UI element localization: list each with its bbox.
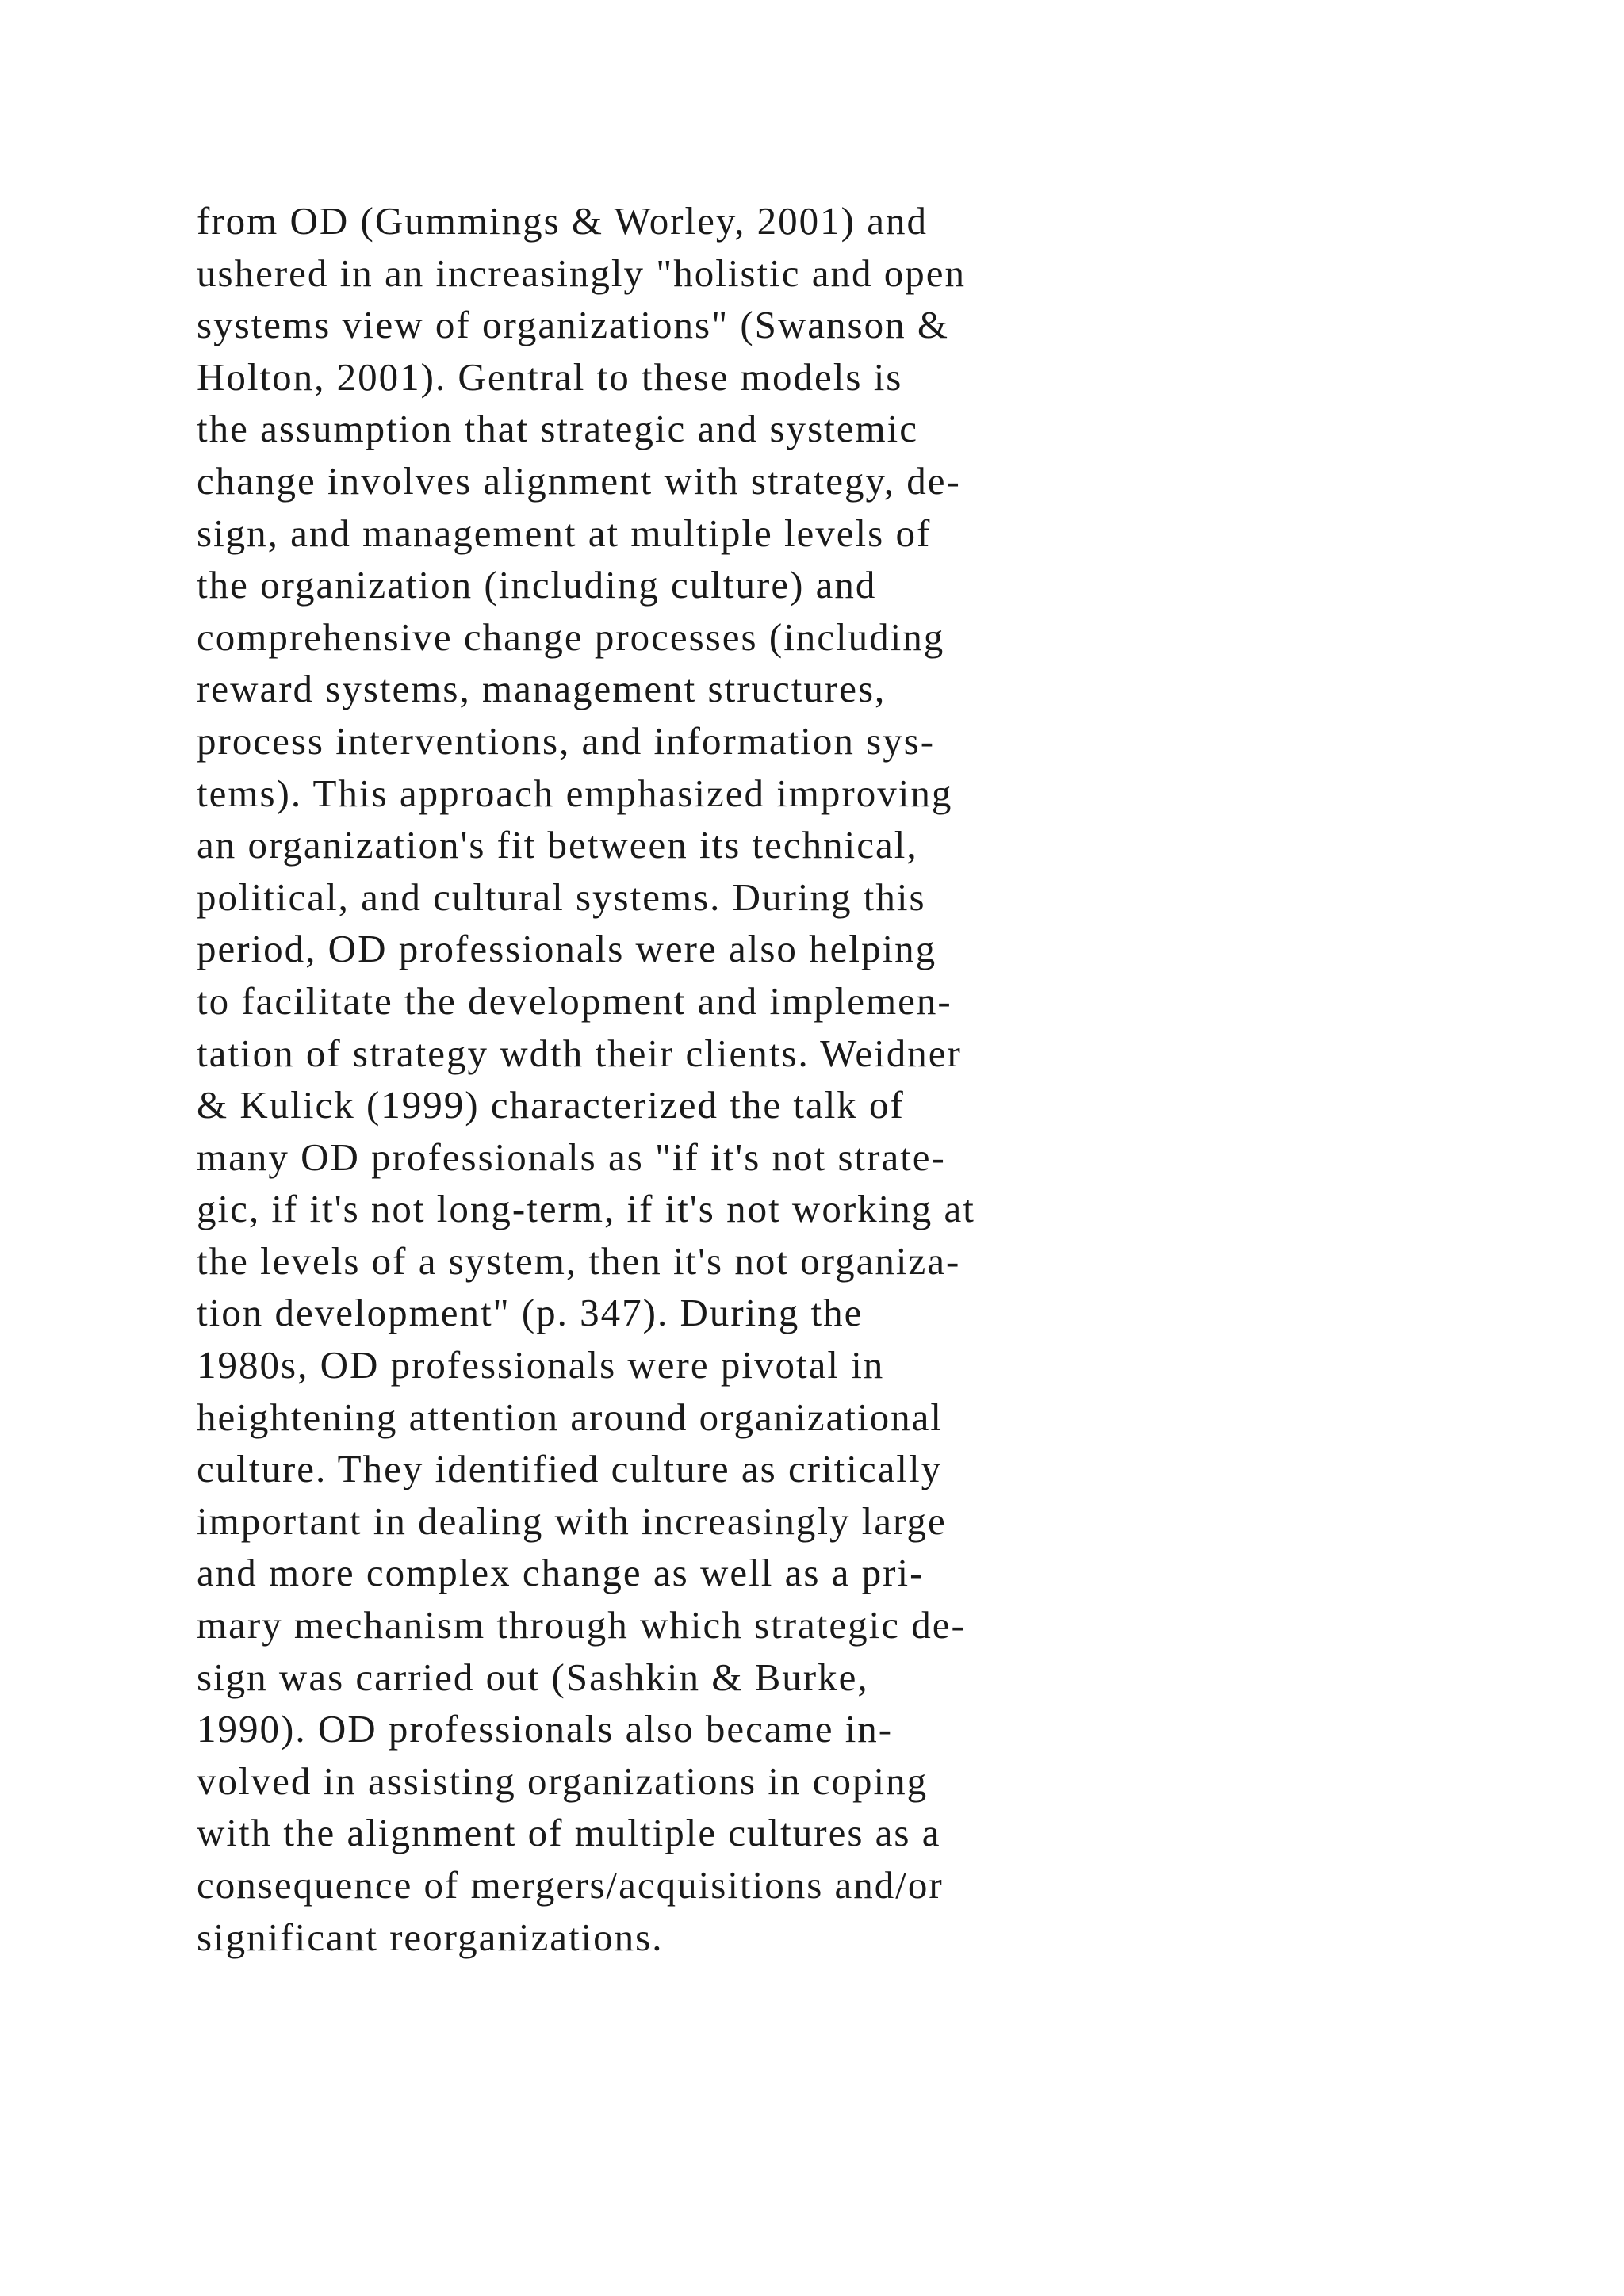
text-line: consequence of mergers/acquisitions and/or (197, 1863, 944, 1907)
text-line: the assumption that strategic and systemic (197, 407, 919, 451)
text-line: culture. They identified culture as critically (197, 1447, 943, 1491)
text-line: gic, if it's not long-term, if it's not working at (197, 1187, 975, 1231)
text-line: volved in assisting organizations in coping (197, 1758, 929, 1803)
text-line: the organization (including culture) and (197, 563, 877, 607)
text-line: comprehensive change processes (including (197, 614, 945, 659)
text-line: reward systems, management structures, (197, 667, 887, 711)
text-line: with the alignment of multiple cultures as a (197, 1811, 941, 1855)
text-line: significant reorganizations. (197, 1915, 664, 1959)
text-line: tems). This approach emphasized improving (197, 771, 953, 815)
text-line: 1980s, OD professionals were pivotal in (197, 1343, 885, 1387)
text-line: an organization's fit between its technical, (197, 823, 918, 867)
text-line: mary mechanism through which strategic de- (197, 1603, 966, 1647)
text-line: and more complex change as well as a pri- (197, 1551, 925, 1595)
text-line: sign was carried out (Sashkin & Burke, (197, 1655, 869, 1699)
text-line: process interventions, and information sys- (197, 718, 936, 763)
body-paragraph (197, 195, 1307, 1963)
text-line: to facilitate the development and implemen- (197, 978, 952, 1023)
text-line: many OD professionals as "if it's not strate- (197, 1135, 946, 1179)
text-line: the levels of a system, then it's not organiza- (197, 1238, 961, 1283)
text-line: 1990). OD professionals also became in- (197, 1707, 894, 1751)
text-line: from OD (Gummings & Worley, 2001) and (197, 199, 929, 243)
text-line: Holton, 2001). Gentral to these models is (197, 354, 903, 399)
text-line: systems view of organizations" (Swanson & (197, 303, 949, 347)
text-line: & Kulick (1999) characterized the talk of (197, 1083, 905, 1127)
text-line: heightening attention around organizational (197, 1395, 943, 1439)
text-line: sign, and management at multiple levels of (197, 511, 932, 555)
text-line: ushered in an increasingly "holistic and open (197, 251, 966, 295)
text-line: tation of strategy wdth their clients. Weidner (197, 1031, 962, 1075)
text-line: change involves alignment with strategy, de- (197, 458, 961, 503)
text-line: political, and cultural systems. During this (197, 874, 926, 919)
text-line: important in dealing with increasingly large (197, 1498, 947, 1543)
text-line: period, OD professionals were also helping (197, 927, 937, 971)
text-line: tion development" (p. 347). During the (197, 1291, 864, 1335)
